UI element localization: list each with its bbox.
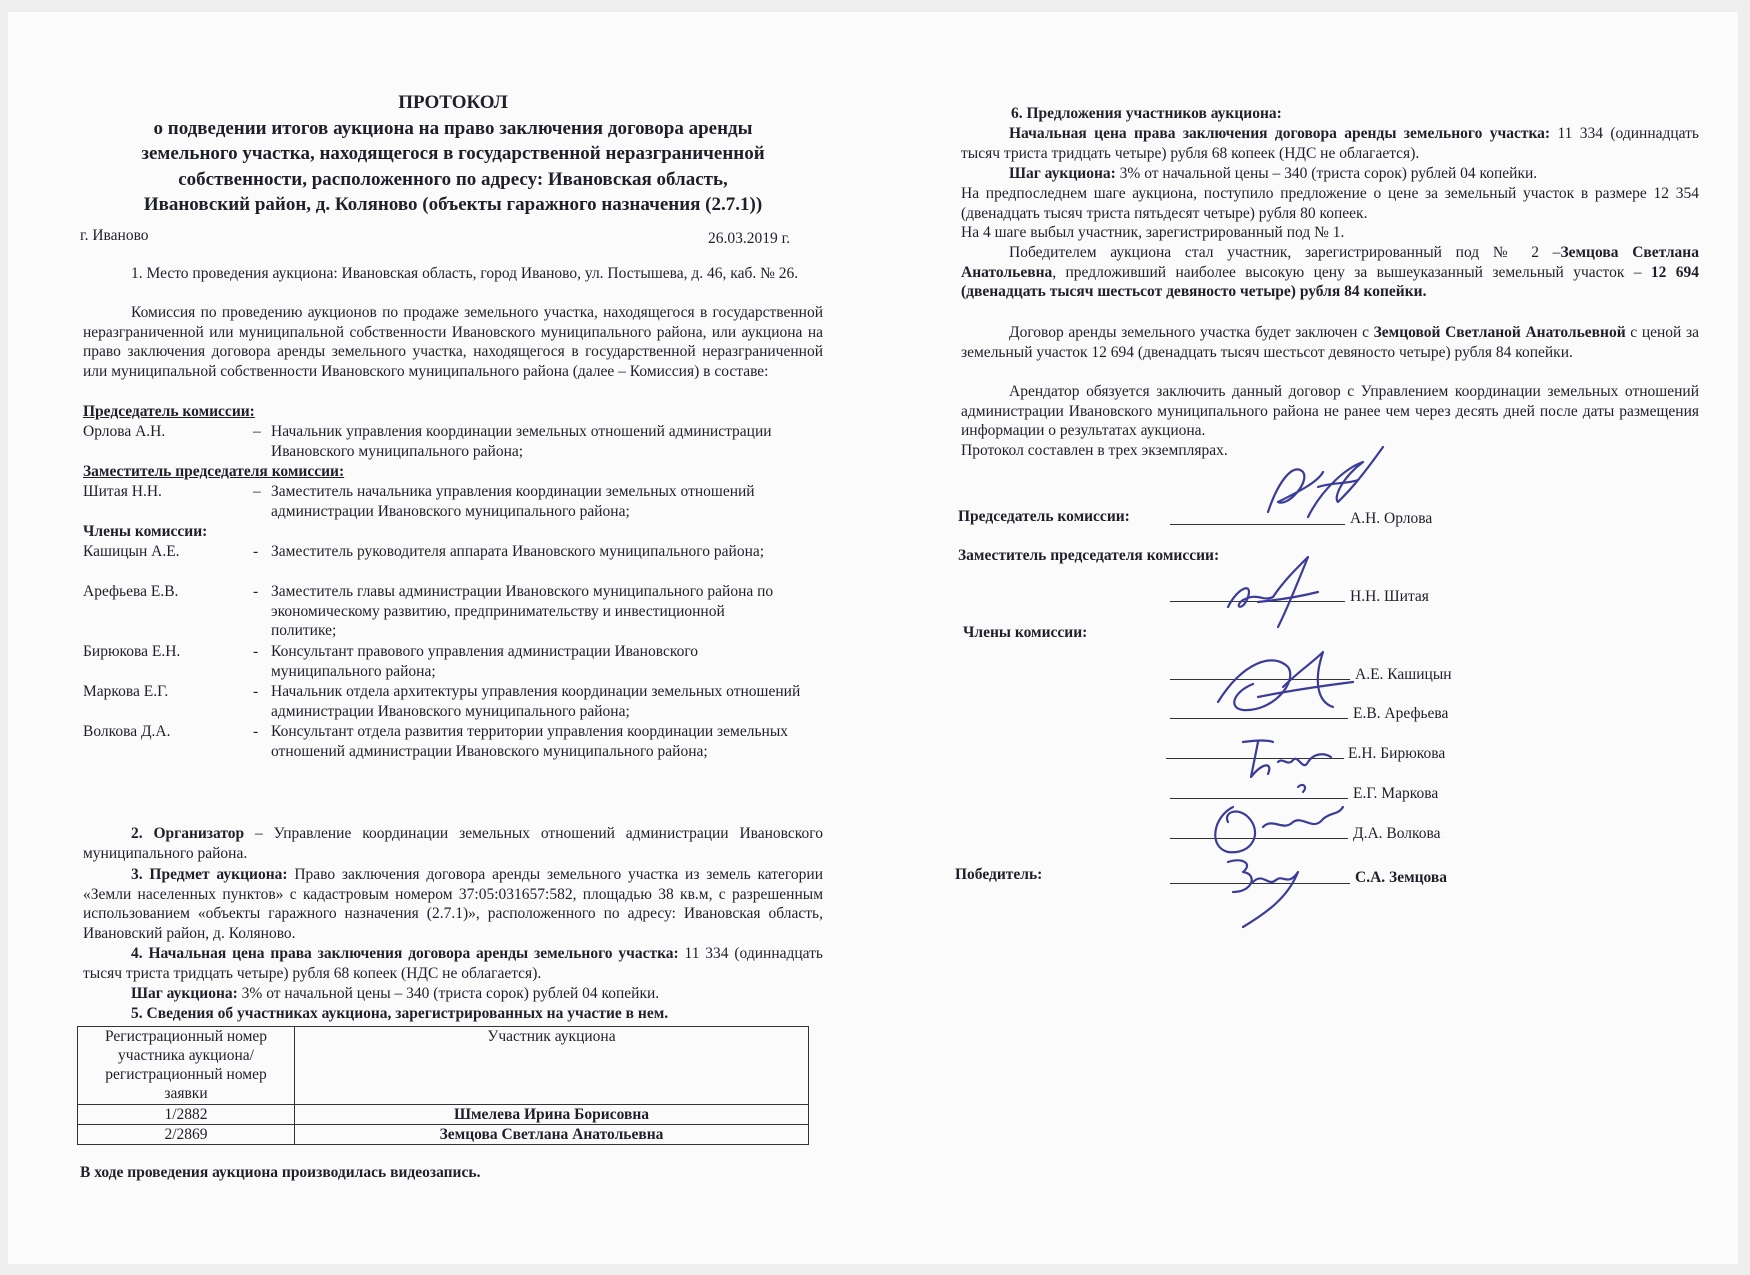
tenant-paragraph: Арендатор обязуется заключить данный договор с Управлением координации земельных отношений администрации Ивановского муниципального района не ранее чем через десять дней после даты размещения информации о результатах аукциона. <box>961 383 1699 439</box>
section-4: 4. Начальная цена права заключения договора аренды земельного участка: 11 334 (одиннадцать тысяч триста тридцать четыре) рубля 68 копеек (НДС не облагается). <box>83 945 823 982</box>
document-sheet: ПРОТОКОЛ о подведении итогов аукциона на право заключения договора аренды земельного участка, находящегося в государственной неразграниченной собственности, расположенного по адресу: Ивановская область, Ивановский район, д. Коляново (объекты гаражного назначения (2.7.1)) г. Иваново 26.03.2019 г. 1. Место проведения аукциона: Ивановская область, город Иваново, ул. Постышева, д. 46, каб. № 26. Комиссия по проведению аукционов по продаже земельного участка, находящегося в государственной неразграниченной или муниципальной собственности Ивановского муниципального района, или аукциона на право заключения договора аренды земельного участка, находящегося в государственной неразграниченной или муниципальной собственности Ивановского муниципального района (далее – Комиссия) в составе: Председатель комиссии: Орлова А.Н. – Начальник управления координации земельных отношений администрации Ивановского муниципального района; Заместитель председателя комиссии: Шитая Н.Н. – Заместитель начальника управления координации земельных отношений администрации Ивановского муниципального района; Члены комиссии: Кашицын А.Е. - Заместитель руководителя аппарата Ивановского муниципального района; Арефьева Е.В. - Заместитель главы администрации Ивановского муниципального района по экономическому развитию, предпринимательству и инвестиционной политике; Бирюкова Е.Н. - Консультант правового управления администрации Ивановского муниципального района; Маркова Е.Г. - Начальник отдела архитектуры управления координации земельных отношений администрации Ивановского муниципального района; Волкова Д.А. - Консультант отдела развития территории управления координации земельных отношений администрации Ивановского муниципального района; 2. Организатор – Управление координации земельных отношений администрации Ивановского муниципального района. 3. Предмет аукциона: Право заключения договора аренды земельного участка из земель категории «Земли населенных пунктов» с кадастровым номером 37:05:031657:582, площадью 38 кв.м, с разрешенным использованием «объекты гаражного назначения (2.7.1)», расположенного по адресу: Ивановская область, Ивановский район, д. Коляново. 4. Начальная цена права заключения договора аренды земельного участка: 11 334 (одиннадцать тысяч триста тридцать четыре) рубля 68 копеек (НДС не облагается). Шаг аукциона: 3% от начальной цены – 340 (триста сорок) рублей 04 копейки. 5. Сведения об участниках аукциона, зарегистрированных на участие в нем. Регистрационный номер участника аукциона/ регистрационный номер заявки Участник аукциона 1/2882 Шмелева Ирина Борисовна 2/2869 Земцова Светлана Анатольевна В ходе проведения аукциона производилась видеозапись. 6. Предложения участников аукциона: Начальная цена права заключения договора аренды земельного участка: 11 334 (одиннадцать тысяч триста тридцать четыре) рубля 68 копеек (НДС не облагается). Шаг аукциона: 3% от начальной цены – 340 (триста сорок) рублей 04 копейки. На предпоследнем шаге аукциона, поступило предложение о цене за земельный участок в размере 12 354 (двенадцать тысяч триста пятьдесят четыре) рубля 80 копеек. На 4 шаге выбыл участник, зарегистрированный под № 1. Победителем аукциона стал участник, зарегистрированный под № 2 –Земцова Светлана Анатольевна, предложивший наиболее высокую цену за вышеуказанный земельный участок – 12 694 (двенадцать тысяч шестьсот девяносто четыре) рубля 84 копейки. Договор аренды земельного участка будет заключен с Земцовой Светланой Анатольевной с ценой за земельный участок 12 694 (двенадцать тысяч шестьсот девяносто четыре) рубля 84 копейки. Арендатор обязуется заключить данный договор с Управлением координации земельных отношений администрации Ивановского муниципального района не ранее чем через десять дней после даты размещения информации о результатах аукциона. Протокол составлен в трех экземплярах. Председатель комиссии: А.Н. Орлова Заместитель председателя комиссии: Н.Н. Шитая Члены комиссии: А.Е. Кашицын Е.В. Арефьева Е.Н. Бирюкова Е.Г. Маркова Д.А. Волкова Победитель: С.А. Земцова <box>8 12 1738 1264</box>
section-1: 1. Место проведения аукциона: Ивановская область, город Иваново, ул. Постышева, д. 46, каб. № 26. <box>131 265 799 282</box>
sig-member-name: Е.В. Арефьева <box>1353 705 1449 722</box>
section-6-price: Начальная цена права заключения договора аренды земельного участка: 11 334 (одиннадцать тысяч триста тридцать четыре) рубля 68 копеек (НДС не облагается). <box>961 125 1699 162</box>
member-desc: Заместитель начальника управления координации земельных отношений администрации Ивановского муниципального района; <box>271 483 755 520</box>
reg-number: 1/2882 <box>78 1105 295 1125</box>
video-note: В ходе проведения аукциона производилась видеозапись. <box>80 1164 481 1181</box>
reg-number: 2/2869 <box>78 1125 295 1145</box>
handwritten-signature <box>1208 852 1318 932</box>
section-5: 5. Сведения об участниках аукциона, зарегистрированных на участие в нем. <box>131 1005 669 1022</box>
winner-paragraph: Победителем аукциона стал участник, зарегистрированный под № 2 –Земцова Светлана Анатольевна, предложивший наиболее высокую цену за вышеуказанный земельный участок – 12 694 (двенадцать тысяч шестьсот девяносто четыре) рубля 84 копейки. <box>961 244 1700 300</box>
table-header: Участник аукциона <box>295 1027 809 1105</box>
handwritten-signature <box>1203 777 1353 862</box>
table-header: Регистрационный номер участника аукциона/ регистрационный номер заявки <box>78 1027 295 1105</box>
member-desc: Заместитель руководителя аппарата Ивановского муниципального района; <box>271 543 765 560</box>
member-desc: Консультант отдела развития территории управления координации земельных отношений администрации Ивановского муниципального района; <box>271 723 789 760</box>
deputy-heading: Заместитель председателя комиссии: <box>83 463 345 480</box>
member-desc: Заместитель главы администрации Ивановского муниципального района по экономическому развитию, предпринимательству и инвестиционной политике; <box>271 583 774 639</box>
document-title: ПРОТОКОЛ о подведении итогов аукциона на право заключения договора аренды земельного участка, находящегося в государственной неразграниченной собственности, расположенного по адресу: Ивановская область, Ивановский район, д. Коляново (объекты гаражного назначения (2.7.1)) <box>141 92 765 215</box>
member-name: Бирюкова Е.Н. <box>83 643 181 660</box>
step-4-note: На 4 шаге выбыл участник, зарегистрированный под № 1. <box>961 224 1345 241</box>
member-desc: Консультант правового управления администрации Ивановского муниципального района; <box>271 643 699 680</box>
handwritten-signature <box>1218 552 1338 632</box>
member-desc: Начальник отдела архитектуры управления координации земельных отношений администрации Ивановского муниципального района; <box>271 683 801 720</box>
section-2: 2. Организатор – Управление координации земельных отношений администрации Ивановского муниципального района. <box>83 825 824 862</box>
table-row <box>78 1105 809 1125</box>
section-6-step: Шаг аукциона: 3% от начальной цены – 340 (триста сорок) рублей 04 копейки. <box>1009 165 1538 182</box>
handwritten-signature <box>1248 442 1388 532</box>
handwritten-signature <box>1203 642 1363 722</box>
sig-deputy-name: Н.Н. Шитая <box>1350 588 1429 605</box>
member-name: Шитая Н.Н. <box>83 483 162 500</box>
participants-table <box>77 1026 809 1145</box>
handwritten-signature <box>1233 732 1343 782</box>
member-name: Маркова Е.Г. <box>83 683 169 700</box>
auction-step: Шаг аукциона: 3% от начальной цены – 340 (триста сорок) рублей 04 копейки. <box>131 985 660 1002</box>
sig-member-name: Д.А. Волкова <box>1353 825 1441 842</box>
member-name: Арефьева Е.В. <box>83 583 179 600</box>
copies-note: Протокол составлен в трех экземплярах. <box>961 442 1228 459</box>
sig-member-name: Е.Н. Бирюкова <box>1348 745 1446 762</box>
sig-winner-name: С.А. Земцова <box>1355 869 1448 886</box>
sig-chair-name: А.Н. Орлова <box>1350 510 1433 527</box>
section-3: 3. Предмет аукциона: Право заключения договора аренды земельного участка из земель категории «Земли населенных пунктов» с кадастровым номером 37:05:031657:582, площадью 38 кв.м, с разрешенным использованием «объекты гаражного назначения (2.7.1)», расположенного по адресу: Ивановская область, Ивановский район, д. Коляново. <box>83 866 823 942</box>
penultimate-step: На предпоследнем шаге аукциона, поступило предложение о цене за земельный участок в размере 12 354 (двенадцать тысяч триста пятьдесят четыре) рубля 80 копеек. <box>961 185 1699 222</box>
chair-heading: Председатель комиссии: <box>83 403 255 420</box>
commission-intro: Комиссия по проведению аукционов по продаже земельного участка, находящегося в государственной неразграниченной или муниципальной собственности Ивановского муниципального района, или аукциона на право заключения договора аренды земельного участка, находящегося в государственной неразграниченной или муниципальной собственности Ивановского муниципального района (далее – Комиссия) в составе: <box>83 304 823 380</box>
sig-chair-label: Председатель комиссии: <box>958 508 1130 525</box>
section-6-heading: 6. Предложения участников аукциона: <box>1011 105 1282 122</box>
sig-members-label: Члены комиссии: <box>963 624 1088 641</box>
member-desc: Начальник управления координации земельных отношений администрации Ивановского муниципального района; <box>271 423 772 460</box>
participant-name: Земцова Светлана Анатольевна <box>295 1125 809 1145</box>
member-name: Волкова Д.А. <box>83 723 171 740</box>
sig-deputy-label: Заместитель председателя комиссии: <box>958 547 1220 564</box>
member-name: Кашицын А.Е. <box>83 543 180 560</box>
sig-member-name: А.Е. Кашицын <box>1355 666 1452 683</box>
city: г. Иваново <box>80 227 149 244</box>
contract-paragraph: Договор аренды земельного участка будет заключен с Земцовой Светланой Анатольевной с ценой за земельный участок 12 694 (двенадцать тысяч шестьсот девяносто четыре) рубля 84 копейки. <box>961 324 1699 361</box>
participant-name: Шмелева Ирина Борисовна <box>295 1105 809 1125</box>
member-name: Орлова А.Н. <box>83 423 166 440</box>
table-row <box>78 1125 809 1145</box>
sig-winner-label: Победитель: <box>955 866 1043 883</box>
date: 26.03.2019 г. <box>708 230 791 247</box>
members-heading: Члены комиссии: <box>83 523 208 540</box>
sig-member-name: Е.Г. Маркова <box>1353 785 1439 802</box>
